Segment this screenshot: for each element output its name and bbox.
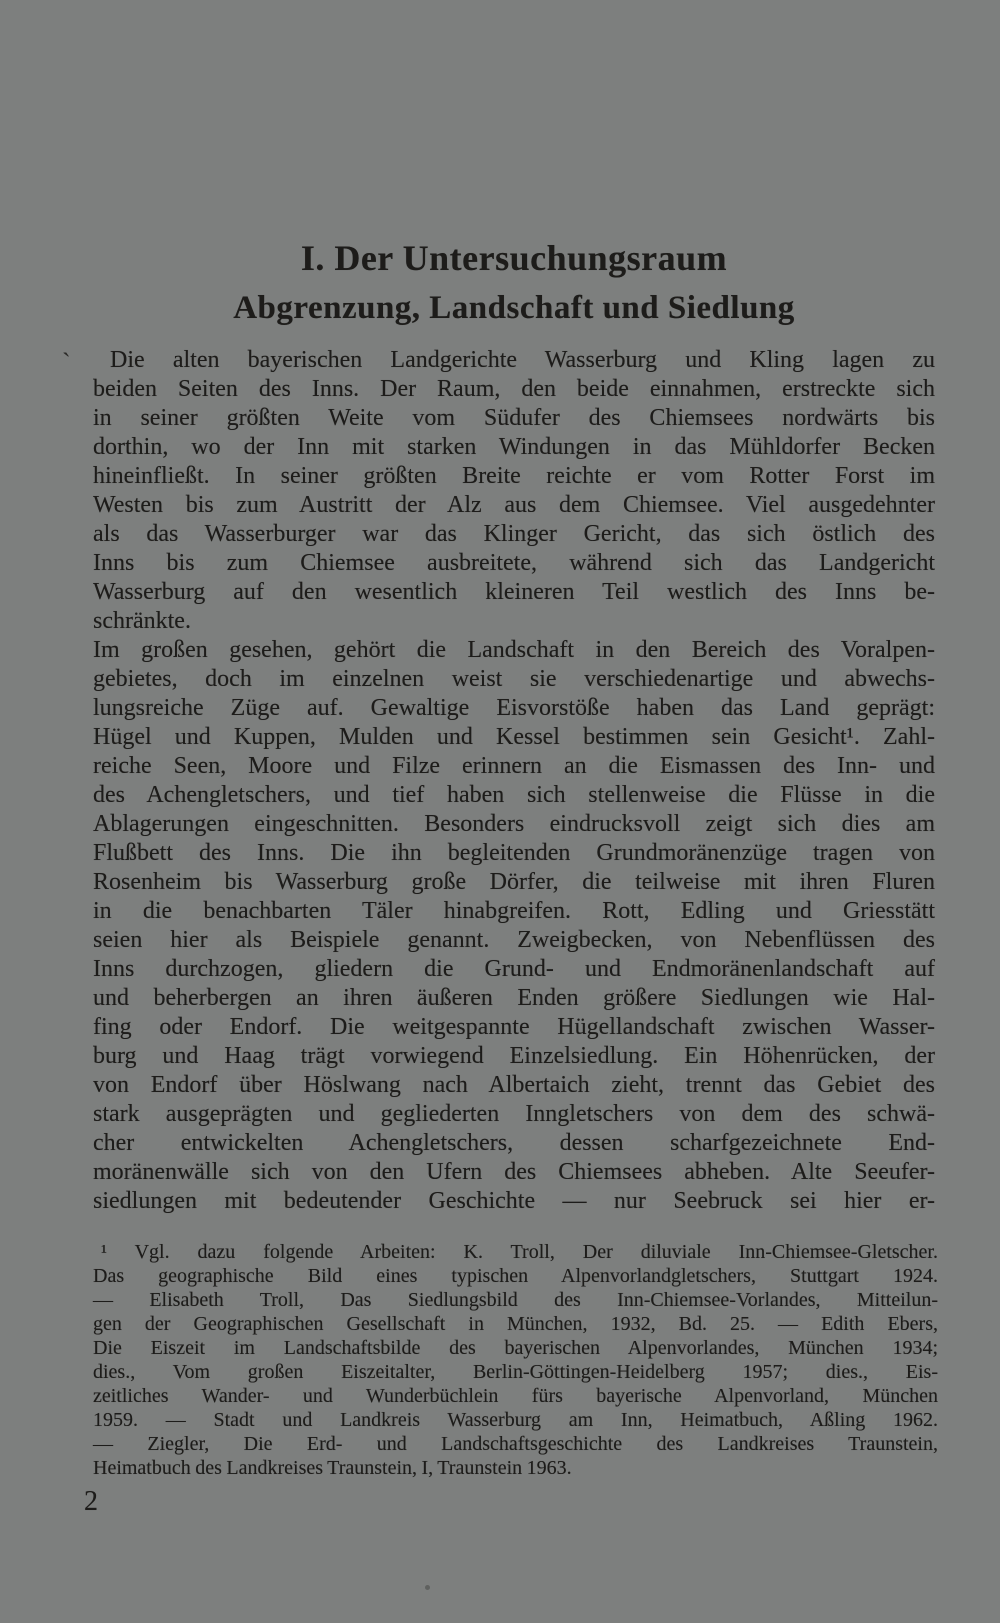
chapter-heading: I. Der Untersuchungsraum xyxy=(300,238,728,278)
text-line: dies., Vom großen Eiszeitalter, Berlin-Göttingen-Heidelberg 1957; dies., Eis- xyxy=(93,1361,938,1383)
text-line: 1959. — Stadt und Landkreis Wasserburg am Inn, Heimatbuch, Aßling 1962. xyxy=(93,1409,938,1431)
footnote-lines xyxy=(93,1240,938,1456)
text-line: von Endorf über Höslwang nach Albertaich zieht, trennt das Gebiet des xyxy=(93,1072,935,1098)
text-line: — Elisabeth Troll, Das Siedlungsbild des Inn-Chiemsee-Vorlandes, Mitteilun- xyxy=(93,1289,938,1311)
text-line: Wasserburg auf den wesentlich kleineren Teil westlich des Inns be- xyxy=(93,579,935,605)
text-line: zeitliches Wander- und Wunderbüchlein fürs bayerische Alpenvorland, München xyxy=(93,1385,938,1407)
text-line: des Achengletschers, und tief haben sich stellenweise die Flüsse in die xyxy=(93,782,935,808)
text-line: Westen bis zum Austritt der Alz aus dem Chiemsee. Viel ausgedehnter xyxy=(93,492,935,518)
text-line: gebietes, doch im einzelnen weist sie verschiedenartige und abwechs- xyxy=(93,666,935,692)
text-line: — Ziegler, Die Erd- und Landschaftsgeschichte des Landkreises Traunstein, xyxy=(93,1433,938,1455)
text-line: als das Wasserburger war das Klinger Gericht, das sich östlich des xyxy=(93,521,935,547)
paragraph-1-last-line: schränkte. xyxy=(93,608,191,634)
scan-speck xyxy=(425,1585,430,1590)
stray-pen-mark: ` xyxy=(62,348,71,377)
footnote-last-line: Heimatbuch des Landkreises Traunstein, I, Traunstein 1963. xyxy=(93,1457,572,1479)
text-line: stark ausgeprägten und gegliederten Inngletschers von dem des schwä- xyxy=(93,1101,935,1127)
text-line: seien hier als Beispiele genannt. Zweigbecken, von Nebenflüssen des xyxy=(93,927,935,953)
text-line: Hügel und Kuppen, Mulden und Kessel bestimmen sein Gesicht¹. Zahl- xyxy=(93,724,935,750)
text-line: beiden Seiten des Inns. Der Raum, den beide einnahmen, erstreckte sich xyxy=(93,376,935,402)
text-line: cher entwickelten Achengletschers, dessen scharfgezeichnete End- xyxy=(93,1130,935,1156)
text-line: Das geographische Bild eines typischen Alpenvorlandgletschers, Stuttgart 1924. xyxy=(93,1265,938,1287)
paragraph-1 xyxy=(93,346,935,607)
text-line: gen der Geographischen Gesellschaft in München, 1932, Bd. 25. — Edith Ebers, xyxy=(93,1313,938,1335)
text-line: Flußbett des Inns. Die ihn begleitenden Grundmoränenzüge tragen von xyxy=(93,840,935,866)
text-line: Ablagerungen eingeschnitten. Besonders eindrucksvoll zeigt sich dies am xyxy=(93,811,935,837)
text-line: Rosenheim bis Wasserburg große Dörfer, die teilweise mit ihren Fluren xyxy=(93,869,935,895)
chapter-subheading: Abgrenzung, Landschaft und Siedlung xyxy=(233,290,795,326)
footnote-block xyxy=(93,1240,938,1480)
text-line: ¹ Vgl. dazu folgende Arbeiten: K. Troll, Der diluviale Inn-Chiemsee-Gletscher. xyxy=(101,1241,938,1263)
paragraph-2 xyxy=(93,636,935,1216)
text-line: in seiner größten Weite vom Südufer des Chiemsees nordwärts bis xyxy=(93,405,935,431)
page-number: 2 xyxy=(84,1486,98,1517)
text-line: Im großen gesehen, gehört die Landschaft in den Bereich des Voralpen- xyxy=(93,637,935,663)
text-line: Die Eiszeit im Landschaftsbilde des bayerischen Alpenvorlandes, München 1934; xyxy=(93,1337,938,1359)
text-line: und beherbergen an ihren äußeren Enden größere Siedlungen wie Hal- xyxy=(93,985,935,1011)
text-line: fing oder Endorf. Die weitgespannte Hügellandschaft zwischen Wasser- xyxy=(93,1014,935,1040)
text-line: Inns durchzogen, gliedern die Grund- und Endmoränenlandschaft auf xyxy=(93,956,935,982)
text-line: dorthin, wo der Inn mit starken Windungen in das Mühldorfer Becken xyxy=(93,434,935,460)
text-line: moränenwälle sich von den Ufern des Chiemsees abheben. Alte Seeufer- xyxy=(93,1159,935,1185)
text-line: lungsreiche Züge auf. Gewaltige Eisvorstöße haben das Land geprägt: xyxy=(93,695,935,721)
text-line: in die benachbarten Täler hinabgreifen. Rott, Edling und Griesstätt xyxy=(93,898,935,924)
body-text xyxy=(93,346,935,1216)
text-line: Inns bis zum Chiemsee ausbreitete, während sich das Landgericht xyxy=(93,550,935,576)
text-line: hineinfließt. In seiner größten Breite reichte er vom Rotter Forst im xyxy=(93,463,935,489)
text-line: siedlungen mit bedeutender Geschichte — nur Seebruck sei hier er- xyxy=(93,1188,935,1214)
text-line: reiche Seen, Moore und Filze erinnern an die Eismassen des Inn- und xyxy=(93,753,935,779)
text-line: Die alten bayerischen Landgerichte Wasserburg und Kling lagen zu xyxy=(110,347,935,373)
text-line: burg und Haag trägt vorwiegend Einzelsiedlung. Ein Höhenrücken, der xyxy=(93,1043,935,1069)
